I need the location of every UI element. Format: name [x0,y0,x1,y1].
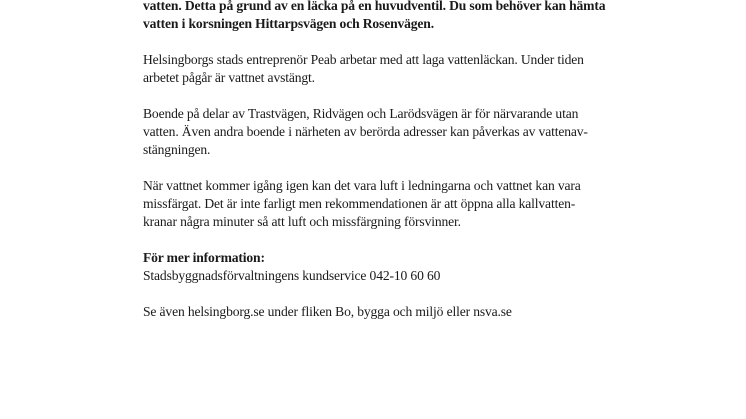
paragraph-line: När vattnet kommer igång igen kan det vara luft i ledningarna och vattnet kan vara [143,178,581,193]
intro-paragraph [143,0,613,33]
paragraph-line: missfärgat. Det är inte farligt men rekommendationen är att öppna alla kallvatten- [143,196,576,211]
paragraph-line: vatten. Även andra boende i närheten av berörda adresser kan påverkas av vattenav- [143,124,588,139]
body-paragraph-repair [143,51,613,87]
paragraph-line: Boende på delar av Trastvägen, Ridvägen och Larödsvägen är för närvarande utan [143,106,579,121]
paragraph-line: kranar några minuter så att luft och missfärgning försvinner. [143,214,461,229]
body-paragraph-advice [143,177,613,231]
intro-line: vatten i korsningen Hittarpsvägen och Rosenvägen. [143,16,434,31]
intro-line: vatten. Detta på grund av en läcka på en huvudventil. Du som behöver kan hämta [143,0,606,13]
body-paragraph-affected [143,105,613,159]
paragraph-line: Helsingborgs stads entreprenör Peab arbetar med att laga vattenläckan. Under tiden [143,52,584,67]
see-also-paragraph [143,303,613,321]
contact-section [143,249,613,285]
document-page [143,0,613,339]
paragraph-line: arbetet pågår är vattnet avstängt. [143,70,315,85]
contact-heading: För mer information: [143,250,265,265]
see-also-line: Se även helsingborg.se under fliken Bo, bygga och miljö eller nsva.se [143,304,512,319]
paragraph-line: stängningen. [143,142,211,157]
contact-phone-line: Stadsbyggnadsförvaltningens kundservice 042-10 60 60 [143,268,441,283]
